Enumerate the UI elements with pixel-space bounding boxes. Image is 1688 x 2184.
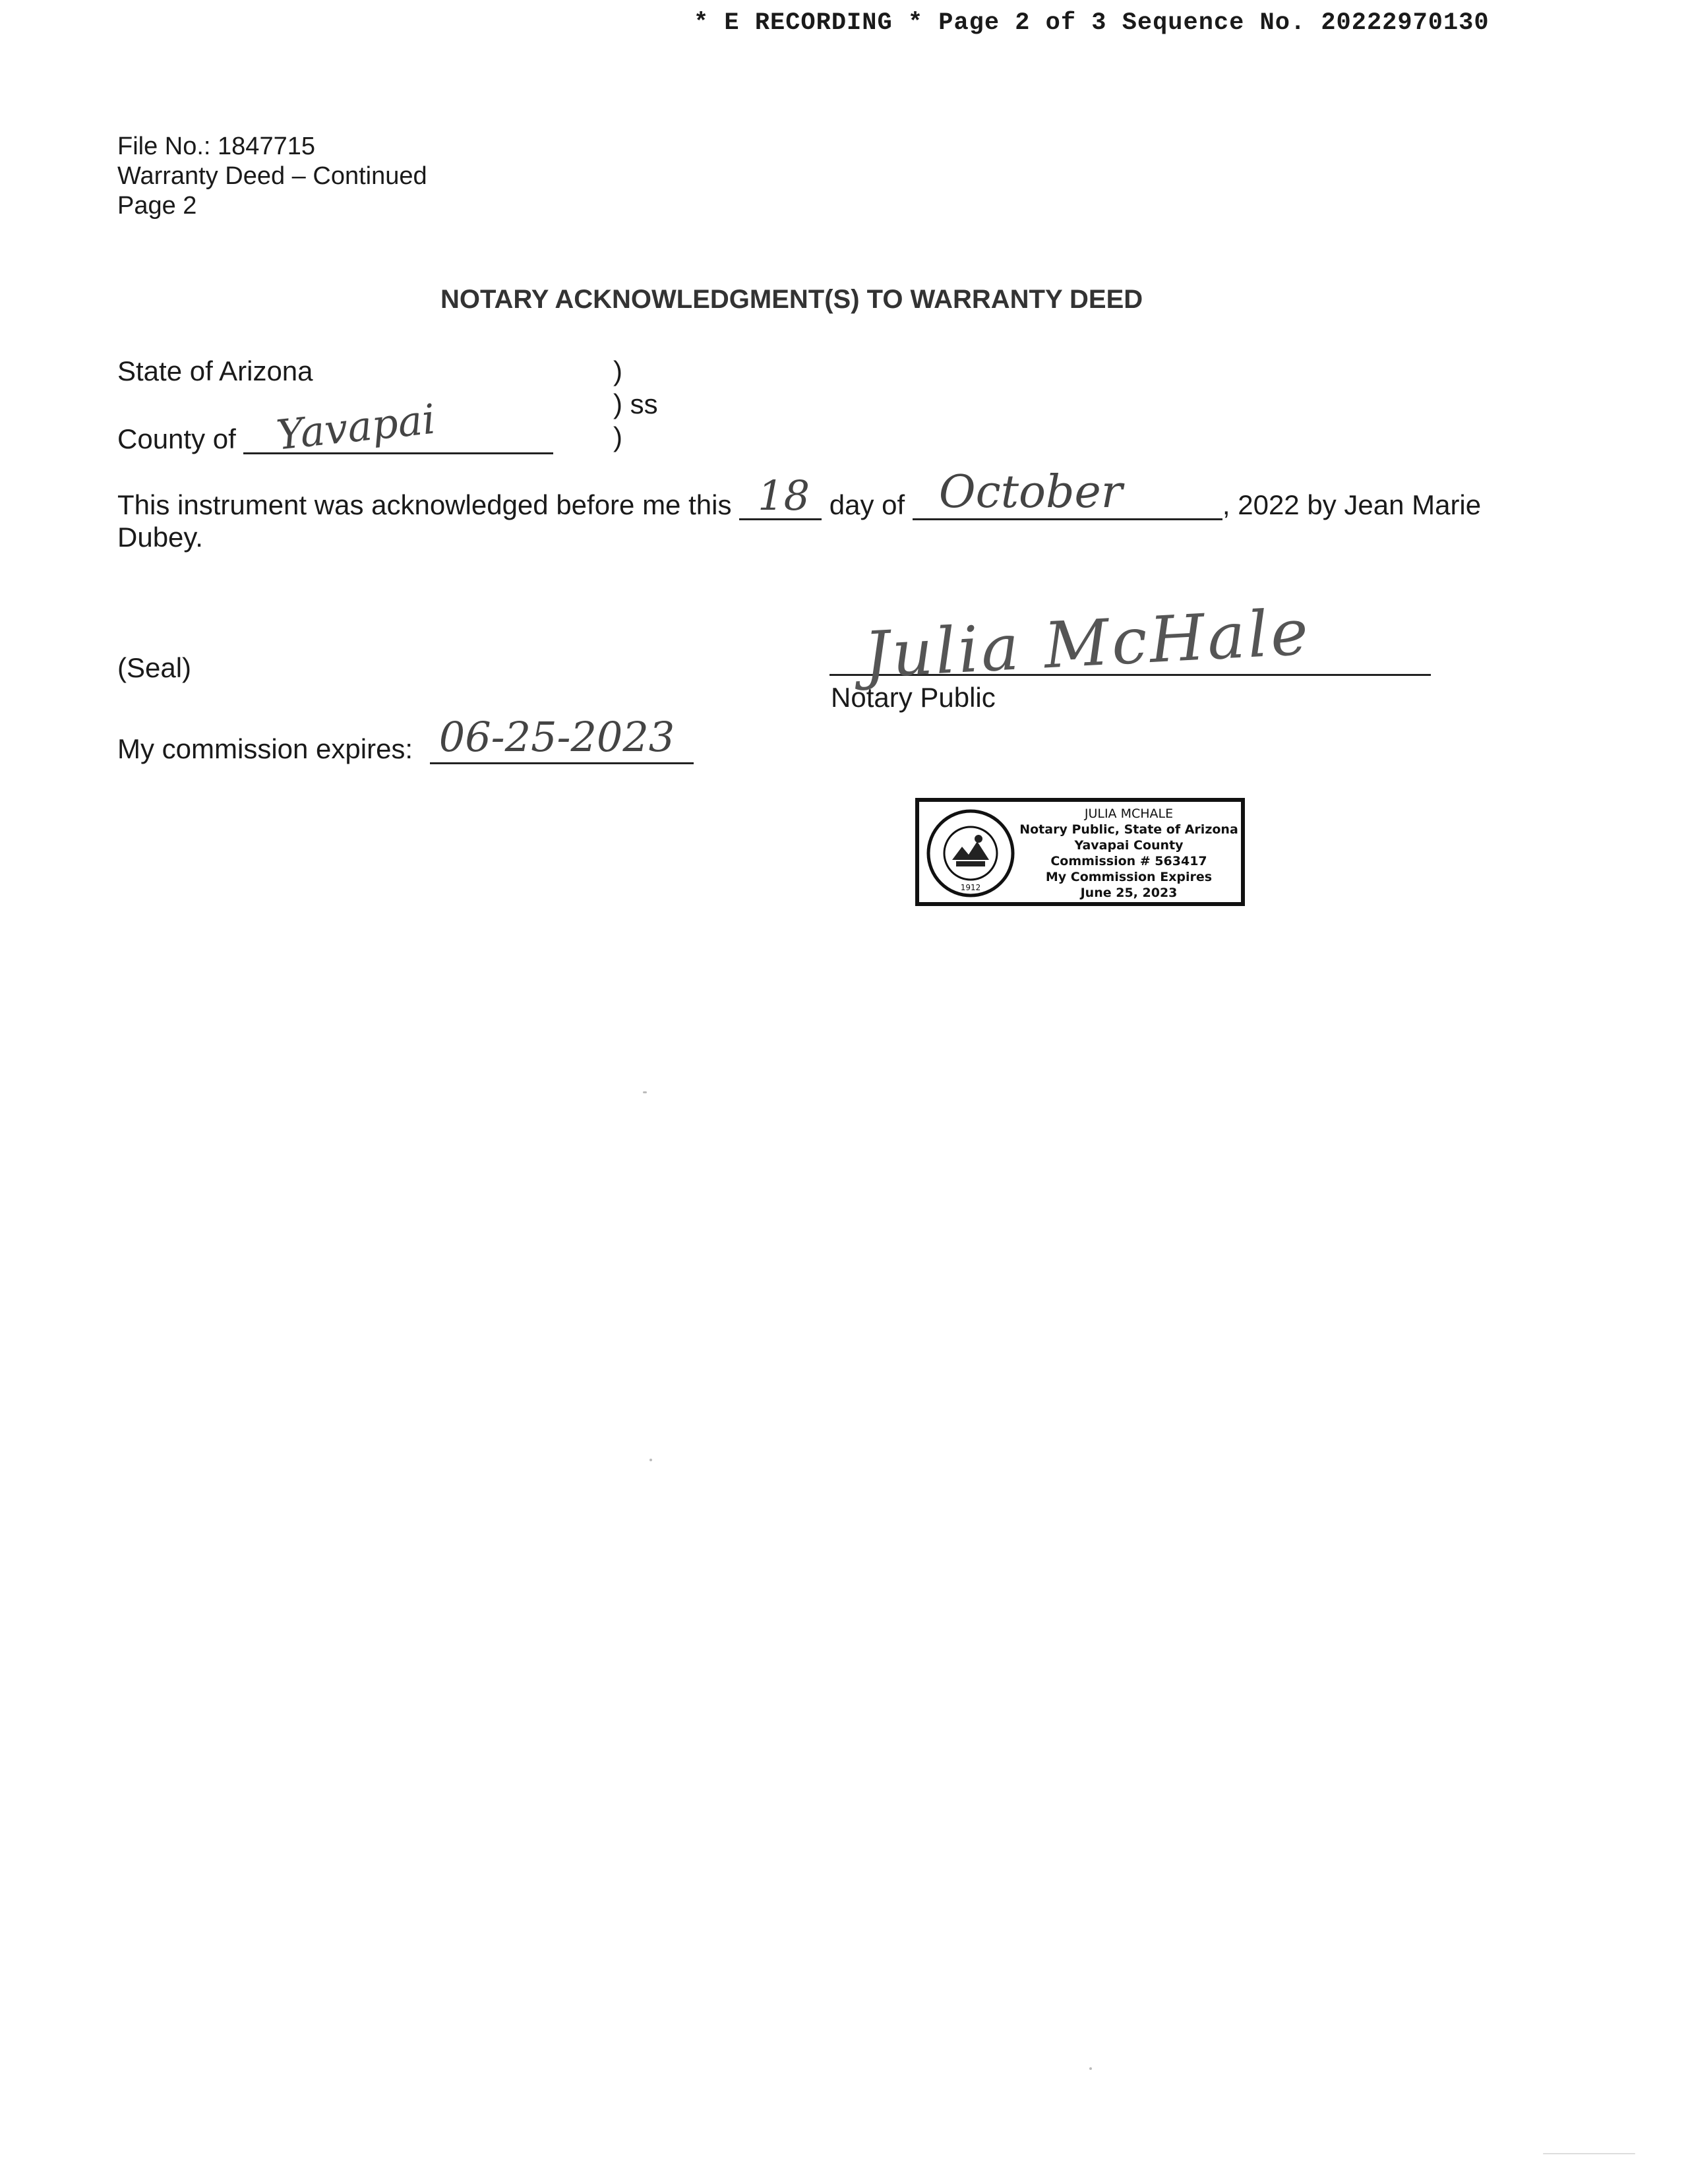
day-of-label: day of bbox=[829, 489, 905, 520]
scan-speck bbox=[1543, 2153, 1635, 2154]
stamp-commission-number: Commission # 563417 bbox=[1050, 854, 1207, 868]
month-field bbox=[913, 466, 1222, 520]
acknowledgment-line-2: Dubey. bbox=[117, 522, 203, 553]
stamp-expires-label: My Commission Expires bbox=[1045, 870, 1213, 884]
file-number: File No.: 1847715 bbox=[117, 133, 315, 160]
acknowledgment-prefix: This instrument was acknowledged before me this bbox=[117, 489, 732, 520]
svg-text:1912: 1912 bbox=[960, 883, 981, 892]
county-field bbox=[243, 394, 553, 460]
day-handwritten: 18 bbox=[758, 471, 810, 520]
document-continued: Warranty Deed – Continued bbox=[117, 162, 427, 190]
notary-public-caption: Notary Public bbox=[831, 682, 996, 713]
notary-stamp bbox=[915, 798, 1245, 906]
stamp-expires-date: June 25, 2023 bbox=[1080, 886, 1178, 900]
acknowledgment-line bbox=[117, 466, 1482, 520]
page-number: Page 2 bbox=[117, 192, 197, 220]
commission-label: My commission expires: bbox=[117, 733, 413, 764]
venue-ss: ) ss bbox=[613, 388, 658, 419]
venue-paren-top: ) bbox=[613, 355, 622, 386]
stamp-title: Notary Public, State of Arizona bbox=[1019, 822, 1238, 837]
recording-header: * E RECORDING * Page 2 of 3 Sequence No. 20222970130 bbox=[694, 9, 1490, 37]
scan-speck bbox=[649, 1459, 652, 1461]
venue-state: State of Arizona bbox=[117, 355, 313, 386]
scan-speck bbox=[643, 1091, 647, 1093]
page-title: NOTARY ACKNOWLEDGMENT(S) TO WARRANTY DEED bbox=[440, 285, 1143, 314]
stamp-text bbox=[1017, 806, 1241, 901]
commission-field bbox=[430, 713, 694, 764]
county-line bbox=[117, 394, 553, 460]
stamp-name: JULIA MCHALE bbox=[1084, 806, 1174, 821]
scan-speck bbox=[1089, 2067, 1092, 2070]
commission-line bbox=[117, 713, 694, 764]
notary-signature: Julia McHale bbox=[862, 595, 1313, 692]
stamp-county: Yavapai County bbox=[1074, 838, 1184, 853]
state-seal-icon bbox=[926, 808, 1015, 898]
county-label: County of bbox=[117, 423, 236, 454]
venue-paren-bottom: ) bbox=[613, 421, 622, 452]
seal-label: (Seal) bbox=[117, 652, 192, 683]
commission-handwritten: 06-25-2023 bbox=[438, 713, 675, 761]
file-header bbox=[117, 132, 427, 221]
day-field bbox=[739, 471, 822, 520]
acknowledgment-suffix: , 2022 by Jean Marie bbox=[1222, 489, 1482, 520]
county-handwritten: Yavapai bbox=[274, 394, 438, 460]
month-handwritten: October bbox=[938, 466, 1123, 518]
